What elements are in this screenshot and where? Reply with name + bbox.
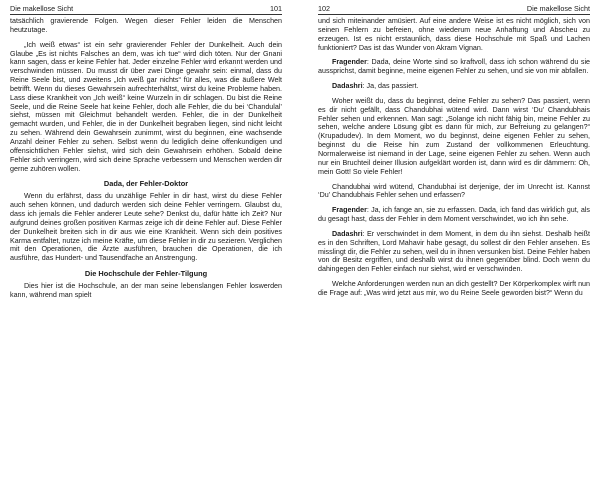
dialog-paragraph <box>318 58 590 76</box>
right-page-header <box>318 4 590 15</box>
paragraph-text: Chandubhai wird wütend, Chandubhai ist derjenige, der im Unrecht ist. Kannst ‘Du’ Chandubhais Fehler sehen und erfassen? <box>318 182 590 200</box>
paragraph-text: und sich miteinander amüsiert. Auf eine andere Weise ist es nicht möglich, sich von seinen Fehlern zu befreien, ohne wiederum neue Anhaftung und Abscheu zu erzeugen. Ist es nicht erstaunlich, dass diese Hochschule mit Spaß und Lachen funktioniert? Das ist das Wunder von Akram Vignan. <box>318 17 590 52</box>
section-heading: Die Hochschule der Fehler-Tilgung <box>84 269 208 279</box>
paragraph-text: : Ja, ich fange an, sie zu erfassen. Dada, ich fand das wirklich gut, als du gesagt hast, dass der Fehler in dem Moment verschwindet, wo ich ihn sehe. <box>318 206 590 224</box>
paragraph <box>318 97 590 177</box>
paragraph-text: : Dada, deine Worte sind so kraftvoll, dass ich schon während du sie aussprichst, damit beginne, meine eigenen Fehler zu sehen, und sie von mir abfallen. <box>318 58 590 76</box>
paragraph <box>318 17 590 52</box>
paragraph-text: Woher weißt du, dass du beginnst, deine Fehler zu sehen? Das passiert, wenn es dir nicht gefällt, dass Chandubhai wütend wird. Dann wirst ‘Du’ Chandubhais Fehler sehen und erkennen. Man sagt: „Solange ich nicht fähig bin, meine Fehler zu sehen, welche andere Lösung gibt es dann für mich, zur Befreiung zu gelangen?“ (Krupadudev). In dem Moment, wo du beginnst, deine eigenen Fehler zu sehen, beginnst du die Reise hin zum Zustand der vollkommenen Erleuchtung. Normalerweise ist niemand in der Lage, seine eigenen Fehler zu sehen. Wenn auch nur ein Bruchteil deiner Illusion aufgeklärt worden ist, dann wird es dir dämmern: Oh, mein Gott! So viele Fehler! <box>318 96 590 176</box>
paragraph: Wenn du erfährst, dass du unzählige Fehler in dir hast, wirst du diese Fehler auch sehen können, und dadurch werden sich deine Fehler verringern. Glaubst du, dass ich jemals die Fehler anderer Leute sehe? Denkst du, dafür hätte ich Zeit? Nur aufgrund deines großen positiven Karmas zeige ich dir deine Fehler auf. Diese Fehler der Dunkelheit breiten sich in dir aus wie eine Krankheit. Wenn sich dein positives Karma entfaltet, nutze ich meine Kräfte, um diese Fehler in dir zu sezieren. Verglichen mit den Operationen, die Ärzte ausführen, brauchen die Operationen, die ich ausführe, das Hundert- und Tausendfache an Anstrengung. <box>10 192 282 263</box>
dialog-paragraph <box>318 82 590 91</box>
dialog-paragraph <box>318 230 590 274</box>
paragraph-text: : Ja, das passiert. <box>362 82 419 91</box>
right-page-number: 102 <box>318 4 330 13</box>
left-page-body <box>10 17 282 300</box>
left-running-title: Die makellose Sicht <box>10 4 74 13</box>
paragraph <box>318 183 590 201</box>
speaker-name: Fragender <box>332 58 367 67</box>
paragraph: Dies hier ist die Hochschule, an der man seine lebenslangen Fehler loswerden kann, während man spielt <box>10 282 282 299</box>
paragraph-text: Welche Anforderungen werden nun an dich gestellt? Der Körperkomplex wirft nun die Frage auf: „Was wird jetzt aus mir, wo du Reine Seele geworden bist?“ Wenn du <box>318 280 590 297</box>
speaker-name: Dadashri <box>332 82 363 91</box>
left-page <box>10 4 282 482</box>
section-heading: Dada, der Fehler-Doktor <box>103 179 189 189</box>
paragraph: „Ich weiß etwas“ ist ein sehr gravierender Fehler der Dunkelheit. Auch dein Glaube „Es ist nichts Falsches an dem, was ich tue“ wird dich töten. Nur der Gnani kann sagen, dass er keine Fehler hat. Jeder einzelne Fehler wird erkannt werden und verschwinden müssen. Du musst dir über zwei Dinge gewahr sein: einmal, dass du Reine Seele bist, und zweitens „Ich weiß gar nichts“ für alles, was die äußere Welt betrifft. Wenn du dieses Gewahrsein aufrechterhältst, wirst du keine Probleme haben. Lass diese Krankheit von „Ich weiß“ keine Wurzeln in dir schlagen. Du bist die Reine Seele, und die Reine Seele hat keine Fehler, doch alle Fehler, die du bei ‘Chandulal’ siehst, müssen mit Gleichmut behandelt werden. Fehler, die in der Dunkelheit gemacht wurden, und Fehler, die in der Dunkelheit begraben liegen, sind nicht leicht zu sehen. Während dein Gewahrsein zunimmt, wirst du beginnen, eine wachsende Anzahl deiner Fehler zu sehen. Selbst wenn du lediglich deine offenkundigen und offensichtlichen Fehler siehst, wird sich dein Gewahrsein erhöhen. Sobald deine Fehler sich verringern, wird sich deine Sprache verbessern und Menschen werden dir gerne zuhören wollen. <box>10 40 282 173</box>
left-page-header <box>10 4 282 15</box>
paragraph-text: : Er verschwindet in dem Moment, in dem du ihn siehst. Deshalb heißt es in den Schriften, Lord Mahavir habe gesagt, du sollest dir den Fehler ansehen. Es misslingt dir, die Fehler zu sehen, weil du in ihnen versunken bist. Deine Fehler haben von dir Besitz ergriffen, und deshalb wirst du ihnen gegenüber blind. Doch wenn du dahingegen den Fehler einfach nur siehst, wird er verschwinden. <box>318 229 590 274</box>
speaker-name: Dadashri <box>332 229 363 238</box>
paragraph <box>318 280 590 298</box>
paragraph: tatsächlich gravierende Folgen. Wegen dieser Fehler leiden die Menschen heutzutage. <box>10 17 282 34</box>
left-page-number: 101 <box>270 4 282 13</box>
dialog-paragraph <box>318 206 590 224</box>
right-page-body <box>318 17 590 298</box>
speaker-name: Fragender <box>332 206 367 215</box>
right-running-title: Die makellose Sicht <box>526 4 590 13</box>
right-page <box>318 4 590 482</box>
